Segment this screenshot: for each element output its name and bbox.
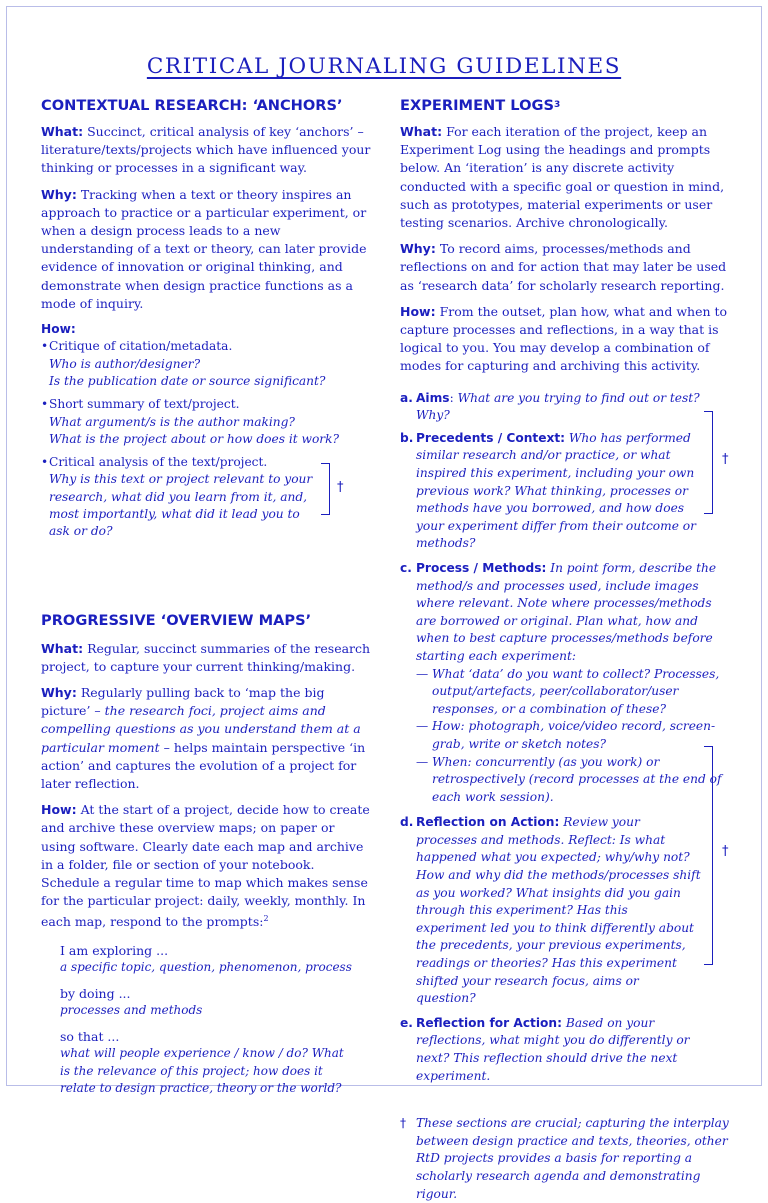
anchors-how-label: How: (41, 322, 76, 337)
dagger-marker: † (337, 480, 344, 495)
dagger-marker: † (722, 844, 729, 859)
logs-heading: EXPERIMENT LOGS$^3$ (400, 97, 561, 114)
item-aims: a. Aims: What are you trying to find out or test? Why? (400, 390, 700, 423)
logs-what: What: For each iteration of the project, keep an Experiment Log using the headings and prompts below. An ‘iteration’ is any discrete activity conducted with a specific goal or question in mind, such as prototypes, material experiments or user testing scenarios. Archive chronologically. (400, 124, 725, 231)
maps-what: What: Regular, succinct summaries of the research project, to capture your current thinking/making. (41, 640, 371, 674)
logs-items (400, 390, 730, 1086)
right-column (400, 96, 730, 1203)
crucial-bracket (704, 411, 713, 514)
crucial-bracket (704, 746, 713, 965)
crucial-bracket (321, 463, 330, 515)
dagger-marker: † (722, 452, 729, 467)
logs-how: How: From the outset, plan how, what and when to capture processes and reflections, in a way that is logical to you. You may develop a combination of modes for capturing and archiving this activity. (400, 303, 728, 374)
process-sub: — When: concurrently (as you work) or retrospectively (record processes at the end of each work session). (416, 754, 722, 804)
footnote (400, 1115, 730, 1203)
item-reflection-for: e. Reflection for Action: Based on your reflections, what might you do differently or next? This reflection should drive the next experiment. (400, 1015, 690, 1083)
footnote-text: These sections are crucial; capturing the interplay between design practice and texts, theories, other RtD projects provides a basis for reporting a scholarly research agenda and demonstrating rigour. (416, 1116, 729, 1201)
item-precedents: b. Precedents / Context: Who has performed similar research and/or practice, or what inspired this experiment, including your own previous work? What thinking, processes or methods have you borrowed, and how does your experiment differ from their outcome or methods? (400, 430, 696, 551)
list-item: • Critical analysis of the text/project. Why is this text or project relevant to your research, what did you learn from it, and, most importantly, what did it lead you to ask or do? (41, 454, 324, 540)
prompt-so-that: so that ... what will people experience / know / do? What is the relevance of this project; how does it relate to design practice, theory or the world? (60, 1028, 344, 1096)
anchors-what: What: Succinct, critical analysis of key ‘anchors’ – literature/texts/projects which have influenced your thinking or processes in a significant way. (41, 124, 371, 176)
prompt-exploring: I am exploring ... a specific topic, question, phenomenon, process (60, 942, 352, 975)
process-sub: — How: photograph, voice/video record, screen-grab, write or sketch notes? (416, 719, 716, 751)
list-item: • Short summary of text/project. What argument/s is the author making? What is the project about or how does it work? (41, 396, 371, 448)
page-title: CRITICAL JOURNALING GUIDELINES (146, 54, 622, 80)
maps-heading: PROGRESSIVE ‘OVERVIEW MAPS’ (41, 611, 312, 629)
anchors-why: Why: Tracking when a text or theory inspires an approach to practice or a particular experiment, or when a design process leads to a new understanding of a text or theory, can later provide evidence of innovation or original thinking, and demonstrate when design practice functions as a mode of inquiry. (41, 186, 367, 311)
footnote-dagger: † (400, 1116, 407, 1131)
item-process: c. Process / Methods: In point form, describe the method/s and processes used, include images where relevant. Note where processes/methods are borrowed or original. Plan what, how and when to best capture processes/methods before starting each experiment: — What ‘data’ do you want to collect? Processes, output/artefacts, peer/collaborator/user responses, or a combination of these? — How: photograph, voice/video record, screen-grab, write or sketch notes? — When: concurrently (as you work) or retrospectively (record processes at the end of each work session). (400, 560, 730, 806)
list-item: • Critique of citation/metadata. Who is author/designer? Is the publication date or source significant? (41, 338, 371, 390)
anchors-heading: CONTEXTUAL RESEARCH: ‘ANCHORS’ (41, 97, 343, 114)
maps-how: How: At the start of a project, decide how to create and archive these overview maps; on paper or using software. Clearly date each map and archive in a folder, file or section of your notebook. Schedule a regular time to map which makes sense for the particular project: daily, weekly, monthly. In each map, respond to the prompts:$^2$ (41, 802, 370, 930)
item-reflection-on: d. Reflection on Action: Review your processes and methods. Reflect: Is what happened what you expected; why/why not? How and why did the methods/processes shift as you worked? What insights did you gain through this experiment? Has this experiment led you to think differently about the precedents, your previous experiments, readings or theories? Has this experiment shifted your research focus, aims or question? (400, 815, 701, 1006)
process-sub: — What ‘data’ do you want to collect? Processes, output/artefacts, peer/collaborator/user responses, or a combination of these? (416, 666, 720, 716)
prompt-doing: by doing ... processes and methods (60, 985, 203, 1018)
left-column (41, 96, 371, 1098)
logs-why: Why: To record aims, processes/methods and reflections on and for action that may later be used as ‘research data’ for scholarly research reporting. (400, 241, 727, 293)
maps-why: Why: Regularly pulling back to ‘map the big picture’ – the research foci, project aims and compelling questions as you understand them at a particular moment – helps maintain perspective ‘in action’ and captures the evolution of a project for later reflection. (41, 685, 366, 792)
